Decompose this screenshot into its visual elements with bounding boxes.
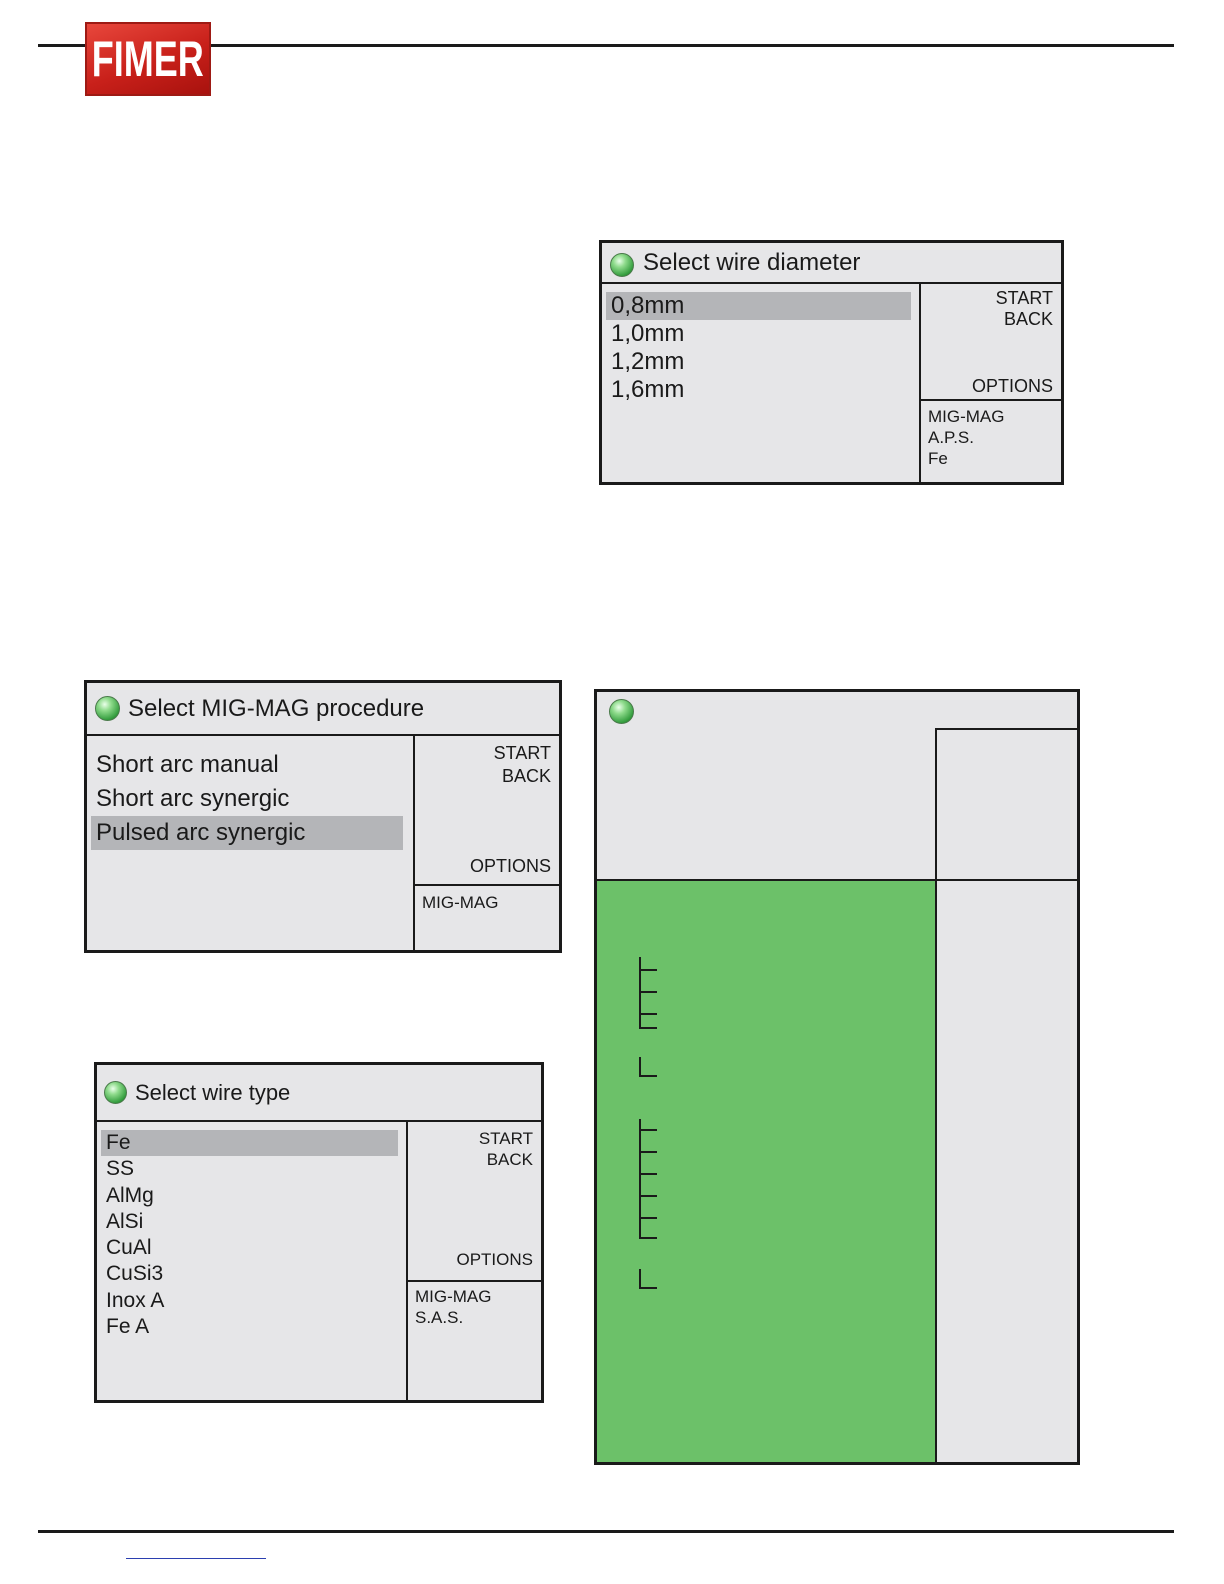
side-panel-upper — [937, 728, 1077, 881]
softkey-panel — [415, 734, 559, 886]
tree-branch — [639, 1287, 657, 1289]
list-item-short-arc-manual[interactable]: Short arc manual — [96, 751, 279, 778]
tree-branch — [639, 969, 657, 971]
back-softkey[interactable]: BACK — [486, 1150, 533, 1169]
selection-pane — [602, 282, 921, 482]
list-item-0-8mm[interactable]: 0,8mm — [606, 292, 911, 320]
selection-pane — [87, 734, 415, 950]
back-softkey[interactable]: BACK — [501, 766, 551, 786]
blank-screen — [594, 689, 1080, 1465]
list-item-pulsed-arc-synergic[interactable]: Pulsed arc synergic — [91, 816, 403, 850]
tree-branch — [639, 1075, 657, 1077]
process-label: MIG-MAG — [928, 407, 1005, 426]
process-info — [422, 892, 499, 913]
procedure-list — [91, 748, 403, 850]
upper-pane — [597, 728, 935, 881]
list-item-cusi3[interactable]: CuSi3 — [106, 1262, 164, 1286]
list-item-inox-a[interactable]: Inox A — [106, 1288, 165, 1312]
list-item-ss[interactable]: SS — [106, 1157, 135, 1181]
softkey-panel — [408, 1120, 541, 1282]
list-item-fe[interactable]: Fe — [101, 1130, 398, 1156]
start-softkey[interactable]: START — [478, 1129, 533, 1148]
mode-label: S.A.S. — [415, 1308, 464, 1327]
screen-title: Select wire diameter — [643, 248, 861, 276]
side-panel — [921, 282, 1061, 482]
side-panel — [415, 734, 559, 950]
options-softkey[interactable]: OPTIONS — [456, 1250, 533, 1269]
options-softkey[interactable]: OPTIONS — [971, 376, 1053, 396]
process-info — [415, 1286, 492, 1328]
screen-title-bar — [602, 243, 1061, 284]
screen-title-bar — [597, 692, 1077, 730]
tree-branch — [639, 1027, 657, 1029]
tree-branch — [639, 1151, 657, 1153]
list-item-short-arc-synergic[interactable]: Short arc synergic — [96, 785, 290, 812]
fimer-logo — [85, 22, 211, 96]
logo-text: FIMER — [92, 31, 205, 87]
selection-pane — [97, 1120, 408, 1400]
highlight-pane — [597, 881, 935, 1462]
start-softkey[interactable]: START — [493, 743, 551, 763]
wire-type-screen — [94, 1062, 544, 1403]
wire-diameter-list — [606, 292, 911, 404]
options-softkey[interactable]: OPTIONS — [469, 856, 551, 876]
status-led-icon — [104, 1081, 127, 1104]
tree-branch — [639, 1013, 657, 1015]
side-panel — [408, 1120, 541, 1400]
list-item-fe-a[interactable]: Fe A — [106, 1315, 150, 1339]
screen-title-bar — [97, 1065, 541, 1122]
list-item-1-2mm[interactable]: 1,2mm — [611, 348, 685, 375]
start-softkey[interactable]: START — [995, 288, 1053, 308]
process-label: MIG-MAG — [422, 893, 499, 912]
list-item-cual[interactable]: CuAl — [106, 1236, 152, 1260]
list-item-almg[interactable]: AlMg — [106, 1183, 154, 1207]
tree-branch — [639, 1195, 657, 1197]
tree-branch — [639, 1217, 657, 1219]
screen-title: Select wire type — [135, 1079, 291, 1105]
screen-title: Select MIG-MAG procedure — [128, 694, 425, 722]
status-led-icon — [609, 699, 634, 724]
footer-link-underline[interactable] — [126, 1558, 266, 1559]
back-softkey[interactable]: BACK — [1003, 309, 1053, 329]
mode-label: A.P.S. — [928, 428, 974, 447]
list-item-alsi[interactable]: AlSi — [106, 1209, 144, 1233]
process-label: MIG-MAG — [415, 1287, 492, 1306]
material-label: Fe — [928, 449, 948, 468]
footer-rule — [38, 1530, 1174, 1533]
main-pane — [597, 728, 937, 1462]
procedure-screen — [84, 680, 562, 953]
wire-diameter-screen — [599, 240, 1064, 485]
tree-branch — [639, 1237, 657, 1239]
softkey-panel — [921, 282, 1061, 401]
status-led-icon — [95, 696, 120, 721]
tree-branch — [639, 991, 657, 993]
list-item-1-0mm[interactable]: 1,0mm — [611, 320, 685, 347]
list-item-1-6mm[interactable]: 1,6mm — [611, 376, 685, 403]
wire-type-list — [101, 1130, 398, 1340]
tree-branch — [639, 1173, 657, 1175]
status-led-icon — [610, 253, 634, 277]
tree-branch — [639, 1129, 657, 1131]
process-info — [928, 406, 1005, 469]
screen-title-bar — [87, 683, 559, 736]
